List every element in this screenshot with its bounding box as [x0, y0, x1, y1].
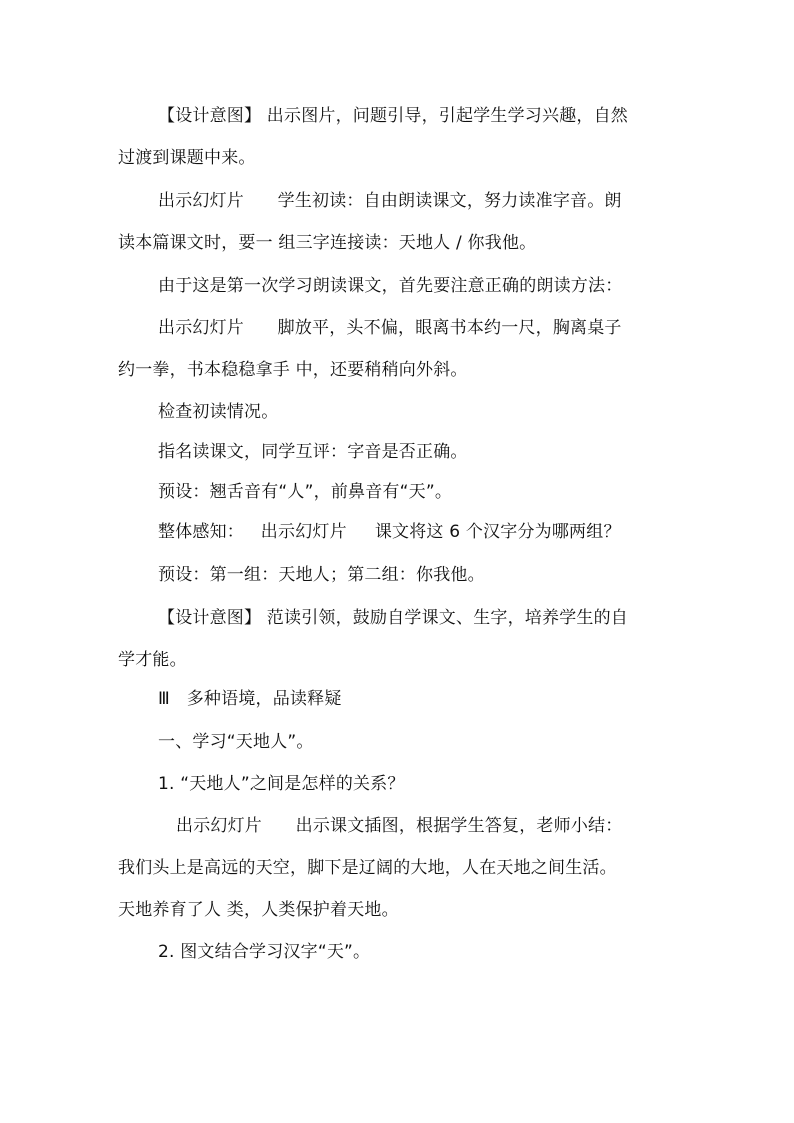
- text-line-13: 【设计意图】 范读引领，鼓励自学课文、生字，培养学生的自: [158, 608, 629, 628]
- text-line-11: 整体感知： 出示幻灯片 课文将这 6 个汉字分为哪两组？: [158, 522, 621, 542]
- text-line-7: 约一拳，书本稳稳拿手 中，还要稍稍向外斜。: [118, 360, 468, 380]
- text-line-18: 出示幻灯片 出示课文插图，根据学生答复，老师小结：: [176, 816, 623, 836]
- text-line-14: 学才能。: [118, 650, 187, 670]
- text-line-5: 由于这是第一次学习朗读课文，首先要注意正确的朗读方法：: [158, 276, 623, 296]
- text-line-21: 2. 图文结合学习汉字“天”。: [158, 942, 371, 962]
- text-line-17: 1. “天地人”之间是怎样的关系？: [158, 774, 405, 794]
- text-line-6: 出示幻灯片 脚放平，头不偏，眼离书本约一尺，胸离桌子: [158, 318, 622, 338]
- text-line-15: Ⅲ 多种语境，品读释疑: [158, 689, 342, 709]
- text-line-8: 检查初读情况。: [158, 402, 279, 422]
- text-line-19: 我们头上是高远的天空，脚下是辽阔的大地，人在天地之间生活。: [118, 858, 617, 878]
- text-line-2: 过渡到课题中来。: [118, 148, 256, 168]
- text-line-10: 预设：翘舌音有“人”，前鼻音有“天”。: [158, 482, 453, 502]
- text-line-9: 指名读课文，同学互评：字音是否正确。: [158, 442, 468, 462]
- text-line-4: 读本篇课文时，要一 组三字连接读：天地人 / 你我他。: [118, 233, 537, 253]
- text-line-20: 天地养育了人 类，人类保护着天地。: [118, 900, 399, 920]
- text-line-12: 预设：第一组：天地人；第二组：你我他。: [158, 565, 485, 585]
- text-line-16: 一、学习“天地人”。: [158, 732, 314, 752]
- text-line-3: 出示幻灯片 学生初读：自由朗读课文，努力读准字音。朗: [158, 191, 622, 211]
- text-line-1: 【设计意图】 出示图片，问题引导，引起学生学习兴趣，自然: [158, 106, 629, 126]
